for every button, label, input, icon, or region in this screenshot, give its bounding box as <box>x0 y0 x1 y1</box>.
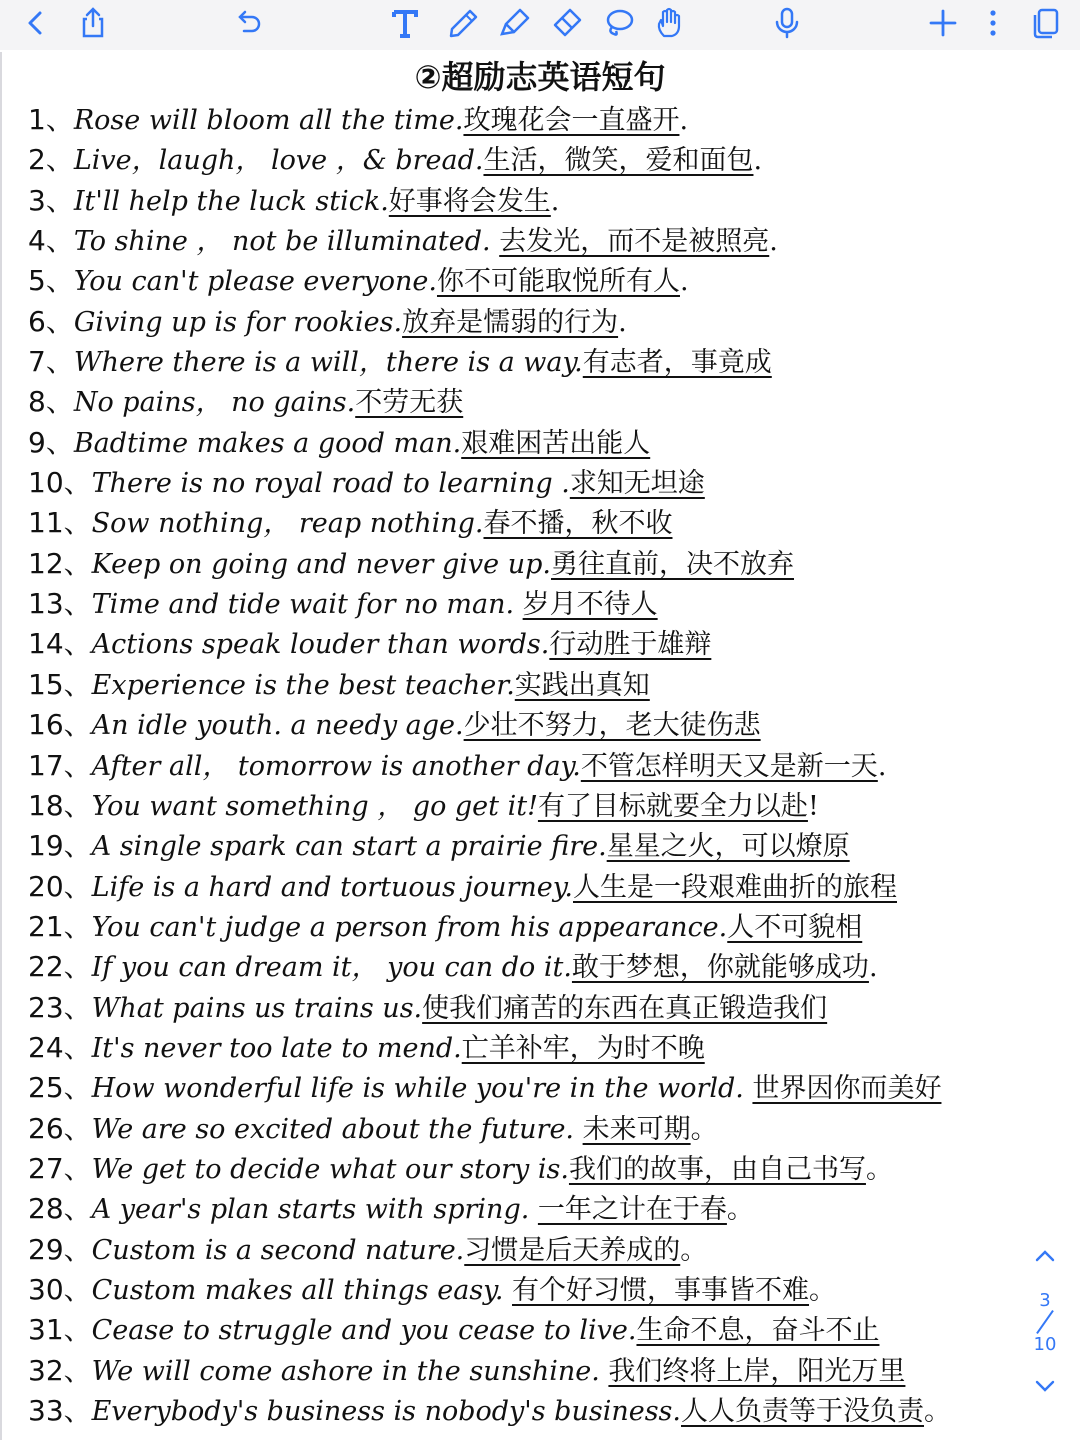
line-punctuation: 。 <box>726 1194 754 1226</box>
sentence-line <box>28 746 1028 786</box>
eraser-icon[interactable] <box>544 0 590 46</box>
english-text: We are so excited about the future. <box>91 1113 583 1145</box>
highlighter-icon[interactable] <box>492 0 538 46</box>
english-text: Rose will bloom all the time. <box>73 105 464 136</box>
sentence-line <box>28 988 1028 1028</box>
english-text: Life is a hard and tortuous journey. <box>91 871 573 903</box>
sentence-line <box>28 503 1028 543</box>
line-punctuation: . <box>769 226 778 258</box>
chinese-translation: 人不可貌相 <box>727 911 863 943</box>
chinese-translation: 有了目标就要全力以赴 <box>537 790 808 822</box>
sentence-number: 16、 <box>28 708 92 742</box>
sentence-line <box>28 342 1028 382</box>
sentence-line <box>28 302 1028 342</box>
english-text: Cease to struggle and you cease to live. <box>91 1315 637 1347</box>
sentence-line <box>28 1189 1028 1229</box>
sentence-number: 5、 <box>28 264 74 298</box>
sentence-number: 23、 <box>28 990 92 1024</box>
sentence-line <box>28 1391 1028 1431</box>
english-text: Time and tide wait for no man. <box>91 589 523 621</box>
sentence-line <box>28 867 1028 907</box>
sentence-list <box>28 100 1028 1431</box>
chinese-translation: 我们终将上岸，阳光万里 <box>608 1355 906 1387</box>
sentence-number: 33、 <box>28 1394 92 1427</box>
english-text: Keep on going and never give up. <box>91 548 551 580</box>
line-punctuation: . <box>868 952 878 984</box>
english-text: Actions speak louder than words. <box>91 629 550 661</box>
sentence-line <box>28 1068 1028 1108</box>
chinese-translation: 勇往直前，决不放弃 <box>551 548 794 580</box>
total-page-count: 10 <box>1033 1334 1057 1355</box>
note-title: ②超励志英语短句 <box>414 58 666 96</box>
line-punctuation: 。 <box>690 1113 718 1145</box>
english-text: You want something ， go get it! <box>91 790 538 822</box>
page-navigator <box>1024 1240 1066 1400</box>
sentence-line <box>28 907 1028 947</box>
sentence-line <box>28 181 1028 221</box>
chinese-translation: 亡羊补牢，为时不晚 <box>461 1032 705 1064</box>
line-punctuation: . <box>679 266 689 298</box>
english-text: A single spark can start a prairie fire. <box>91 831 607 863</box>
sentence-number: 22、 <box>28 950 92 984</box>
sentence-number: 26、 <box>28 1111 92 1145</box>
chinese-translation: 生活，微笑，爱和面包 <box>483 145 754 177</box>
microphone-icon[interactable] <box>764 0 810 46</box>
sentence-number: 8、 <box>28 385 74 419</box>
english-text: It'll help the luck stick. <box>73 185 389 217</box>
chinese-translation: 人人负责等于没负责 <box>681 1396 924 1427</box>
sentence-line <box>28 1310 1028 1350</box>
chinese-translation: 岁月不待人 <box>522 589 658 621</box>
sentence-line <box>28 665 1028 705</box>
english-text: Live，laugh， love ，& bread. <box>73 145 484 177</box>
sentence-number: 21、 <box>28 909 92 943</box>
english-text: Custom is a second nature. <box>91 1234 465 1266</box>
chinese-translation: 艰难困苦出能人 <box>461 427 651 459</box>
sentence-line <box>28 786 1028 826</box>
english-text: It's never too late to mend. <box>91 1032 462 1064</box>
chinese-translation: 未来可期 <box>582 1113 691 1145</box>
sentence-number: 2、 <box>28 143 74 177</box>
current-page-number: 3 <box>1039 1290 1051 1311</box>
sentence-number: 14、 <box>28 627 92 661</box>
english-text: No pains， no gains. <box>73 387 356 419</box>
english-text: After all， tomorrow is another day. <box>91 750 581 782</box>
chinese-translation: 春不播，秋不收 <box>483 508 673 540</box>
chinese-translation: 敢于梦想，你就能够成功 <box>571 952 869 984</box>
chinese-translation: 我们的故事，由自己书写 <box>568 1153 866 1185</box>
sentence-line <box>28 705 1028 745</box>
sentence-number: 10、 <box>28 466 92 500</box>
sentence-line <box>28 1351 1028 1391</box>
english-text: You can't judge a person from his appearance. <box>91 911 728 943</box>
chinese-translation: 去发光，而不是被照亮 <box>499 226 770 258</box>
sentence-number: 12、 <box>28 546 92 580</box>
sentence-line <box>28 1270 1028 1310</box>
english-text: If you can dream it， you can do it. <box>91 952 572 984</box>
toolbar <box>0 0 1080 50</box>
chinese-translation: 实践出真知 <box>514 669 650 701</box>
sentence-line <box>28 544 1028 584</box>
chinese-translation: 少壮不努力，老大徒伤悲 <box>463 710 761 742</box>
chinese-translation: 你不可能取悦所有人 <box>436 266 680 298</box>
text-tool-icon[interactable] <box>382 0 428 46</box>
sentence-number: 9、 <box>28 425 74 459</box>
sentence-number: 27、 <box>28 1151 92 1185</box>
chinese-translation: 行动胜于雄辩 <box>549 629 712 661</box>
pen-icon[interactable] <box>440 0 486 46</box>
chinese-translation: 生命不息，奋斗不止 <box>636 1315 880 1347</box>
chinese-translation: 人生是一段艰难曲折的旅程 <box>573 871 897 903</box>
line-punctuation: . <box>618 306 627 338</box>
sentence-line <box>28 140 1028 180</box>
sentence-number: 29、 <box>28 1232 92 1266</box>
english-text: Experience is the best teacher. <box>91 669 515 701</box>
sentence-number: 31、 <box>28 1313 92 1347</box>
chinese-translation: 一年之计在于春 <box>537 1194 727 1226</box>
chinese-translation: 习惯是后天养成的 <box>464 1234 681 1266</box>
line-punctuation: 。 <box>809 1274 837 1306</box>
chinese-translation: 求知无坦途 <box>569 468 705 500</box>
sentence-line <box>28 826 1028 866</box>
english-text: You can't please everyone. <box>73 266 437 298</box>
sentence-number: 4、 <box>28 224 74 258</box>
page-separator <box>1036 1310 1054 1334</box>
sentence-number: 18、 <box>28 788 92 822</box>
chinese-translation: 不管怎样明天又是新一天 <box>580 750 878 782</box>
undo-icon[interactable] <box>226 0 272 46</box>
english-text: Giving up is for rookies. <box>73 306 403 338</box>
line-punctuation: ! <box>807 790 819 822</box>
back-chevron-icon[interactable] <box>12 0 58 46</box>
sentence-line <box>28 1149 1028 1189</box>
sentence-line <box>28 261 1028 301</box>
english-text: Badtime makes a good man. <box>73 427 462 459</box>
line-punctuation: . <box>550 185 560 217</box>
sentence-number: 32、 <box>28 1353 92 1387</box>
line-punctuation: . <box>877 750 887 782</box>
english-text: There is no royal road to learning . <box>91 468 570 500</box>
chevron-up-icon[interactable] <box>1033 1244 1057 1272</box>
sentence-line <box>28 221 1028 261</box>
sentence-number: 6、 <box>28 304 74 338</box>
chinese-translation: 不劳无获 <box>355 387 464 419</box>
chevron-down-icon[interactable] <box>1033 1374 1057 1402</box>
sentence-line <box>28 584 1028 624</box>
sentence-line <box>28 1109 1028 1149</box>
share-icon[interactable] <box>70 0 116 46</box>
chinese-translation: 好事将会发生 <box>388 185 551 217</box>
sentence-number: 3、 <box>28 183 74 217</box>
lasso-icon[interactable] <box>596 0 642 46</box>
chinese-translation: 有志者，事竟成 <box>582 347 772 379</box>
sentence-number: 24、 <box>28 1030 92 1064</box>
english-text: Sow nothing， reap nothing. <box>91 508 484 540</box>
sentence-line <box>28 624 1028 664</box>
chinese-translation: 世界因你而美好 <box>752 1073 942 1105</box>
sentence-number: 19、 <box>28 829 92 863</box>
sentence-number: 7、 <box>28 345 74 379</box>
sentence-number: 25、 <box>28 1071 92 1105</box>
sentence-number: 11、 <box>28 506 92 540</box>
english-text: Custom makes all things easy. <box>91 1274 513 1306</box>
english-text: How wonderful life is while you're in the world. <box>91 1073 753 1105</box>
english-text: To shine ， not be illuminated. <box>73 226 500 258</box>
sentence-number: 1、 <box>28 103 74 136</box>
more-icon[interactable] <box>970 0 1016 46</box>
sentence-line <box>28 382 1028 422</box>
sentence-line <box>28 423 1028 463</box>
line-punctuation: . <box>753 145 763 177</box>
add-icon[interactable] <box>920 0 966 46</box>
english-text: Where there is a will，there is a way. <box>73 347 583 379</box>
sentence-line <box>28 100 1028 140</box>
english-text: Everybody's business is nobody's business. <box>91 1396 681 1427</box>
sentence-number: 13、 <box>28 587 92 621</box>
sentence-line <box>28 1028 1028 1068</box>
line-punctuation: 。 <box>865 1153 893 1185</box>
chinese-translation: 使我们痛苦的东西在真正锻造我们 <box>422 992 828 1024</box>
sentence-number: 30、 <box>28 1272 92 1306</box>
chinese-translation: 有个好习惯，事事皆不难 <box>512 1274 810 1306</box>
line-punctuation: 。 <box>680 1234 708 1266</box>
chinese-translation: 放弃是懦弱的行为 <box>402 306 619 338</box>
sentence-number: 28、 <box>28 1192 92 1226</box>
page-edge <box>0 52 2 1440</box>
sentence-line <box>28 947 1028 987</box>
sentence-number: 15、 <box>28 667 92 701</box>
sentence-number: 20、 <box>28 869 92 903</box>
chinese-translation: 星星之火，可以燎原 <box>606 831 850 863</box>
sentence-line <box>28 463 1028 503</box>
pages-icon[interactable] <box>1022 0 1068 46</box>
sentence-number: 17、 <box>28 748 92 782</box>
line-punctuation: . <box>679 105 689 136</box>
english-text: We get to decide what our story is. <box>91 1153 569 1185</box>
english-text: A year's plan starts with spring. <box>91 1194 538 1226</box>
sentence-line <box>28 1230 1028 1270</box>
line-punctuation: 。 <box>924 1396 951 1427</box>
english-text: We will come ashore in the sunshine. <box>91 1355 609 1387</box>
chinese-translation: 玫瑰花会一直盛开 <box>463 105 680 136</box>
english-text: An idle youth. a needy age. <box>91 710 464 742</box>
hand-touch-icon[interactable] <box>646 0 692 46</box>
english-text: What pains us trains us. <box>91 992 423 1024</box>
